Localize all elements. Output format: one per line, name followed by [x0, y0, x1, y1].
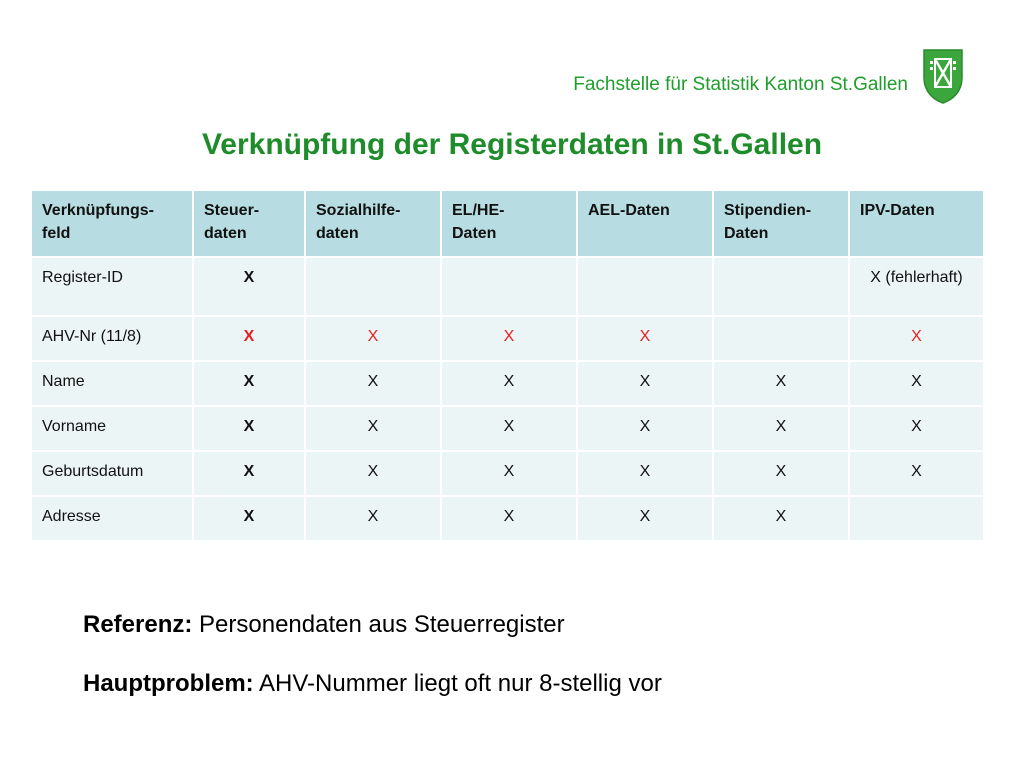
problem-text: AHV-Nummer liegt oft nur 8-stellig vor: [259, 670, 662, 697]
column-header: Verknüpfungs- feld: [32, 191, 193, 257]
table-cell: X: [849, 451, 984, 496]
table-cell: X: [305, 316, 441, 361]
table-cell: X: [441, 361, 577, 406]
reference-label: Referenz:: [83, 611, 193, 638]
table-cell: X: [577, 451, 713, 496]
table-cell: [713, 316, 849, 361]
table-row: [32, 496, 984, 541]
table-cell: X: [193, 257, 305, 316]
table-header-row: [32, 191, 984, 257]
main-problem-note: [83, 670, 662, 698]
register-linkage-table: [32, 191, 985, 542]
table-cell: X: [849, 406, 984, 451]
table-cell: X: [305, 496, 441, 541]
table-cell: X: [577, 406, 713, 451]
row-label: Register-ID: [32, 257, 193, 316]
table-cell: X: [713, 361, 849, 406]
table-cell: X: [849, 316, 984, 361]
table-cell: X: [441, 316, 577, 361]
st-gallen-coat-of-arms-icon: [922, 48, 964, 104]
table-cell: X (fehlerhaft): [849, 257, 984, 316]
column-header: IPV-Daten: [849, 191, 984, 257]
table-cell: X: [577, 316, 713, 361]
table-cell: X: [305, 361, 441, 406]
table-cell: [849, 496, 984, 541]
row-label: Vorname: [32, 406, 193, 451]
row-label: Name: [32, 361, 193, 406]
table-row: [32, 257, 984, 316]
table-cell: X: [193, 406, 305, 451]
column-header: Stipendien- Daten: [713, 191, 849, 257]
table-row: [32, 406, 984, 451]
row-label: Adresse: [32, 496, 193, 541]
table-row: [32, 451, 984, 496]
column-header: Steuer- daten: [193, 191, 305, 257]
row-label: Geburtsdatum: [32, 451, 193, 496]
table-cell: X: [193, 316, 305, 361]
table-cell: X: [713, 451, 849, 496]
table-cell: X: [441, 496, 577, 541]
table-cell: X: [193, 496, 305, 541]
table-cell: X: [193, 361, 305, 406]
table-cell: [305, 257, 441, 316]
table-cell: [713, 257, 849, 316]
column-header: AEL-Daten: [577, 191, 713, 257]
page-title: Verknüpfung der Registerdaten in St.Gallen: [201, 128, 823, 161]
row-label: AHV-Nr (11/8): [32, 316, 193, 361]
table-row: [32, 361, 984, 406]
table-cell: X: [305, 451, 441, 496]
table-cell: X: [305, 406, 441, 451]
table-cell: X: [193, 451, 305, 496]
table-cell: [577, 257, 713, 316]
table-cell: [441, 257, 577, 316]
reference-text: Personendaten aus Steuerregister: [199, 611, 565, 638]
column-header: Sozialhilfe- daten: [305, 191, 441, 257]
table-cell: X: [441, 451, 577, 496]
org-name: Fachstelle für Statistik Kanton St.Gallen: [573, 74, 908, 95]
table-cell: X: [577, 361, 713, 406]
table-cell: X: [713, 406, 849, 451]
table-cell: X: [577, 496, 713, 541]
table-cell: X: [441, 406, 577, 451]
table-cell: X: [713, 496, 849, 541]
table-row: [32, 316, 984, 361]
column-header: EL/HE- Daten: [441, 191, 577, 257]
table-cell: X: [849, 361, 984, 406]
problem-label: Hauptproblem:: [83, 670, 254, 697]
reference-note: [83, 611, 565, 639]
